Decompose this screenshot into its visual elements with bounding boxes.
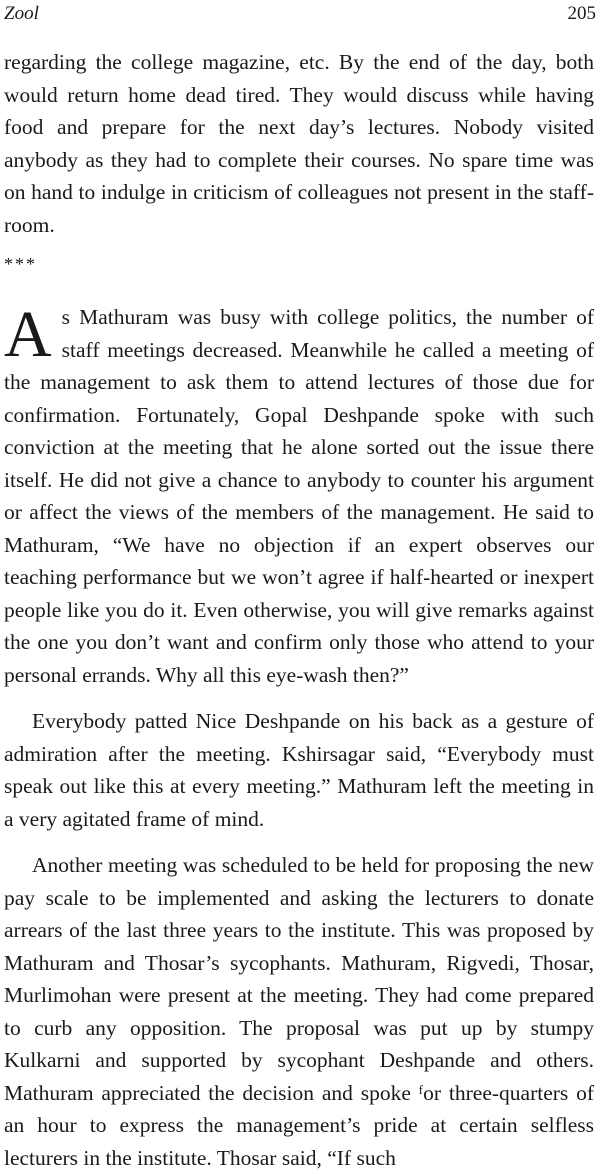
paragraph-continued: regarding the college magazine, etc. By the end of the day, both would return home dead tired. They would discuss while having food and prepare for the next day’s lectures. Nobody visited anybody as they had to complete their courses. No spare time was on hand to indulge in criticism of colleagues not present in the staff-room.: [4, 50, 594, 237]
running-title: Zool: [4, 3, 39, 24]
body-text: [4, 46, 594, 1174]
section-break: ***: [4, 254, 37, 274]
paragraph: Another meeting was scheduled to be held for proposing the new pay scale to be implemented and asking the lecturers to donate arrears of the last three years to the institute. This was proposed by Mathuram and Thosar’s sycophants. Mathuram, Rigvedi, Thosar, Murlimohan were present at the meeting. They had come prepared to curb any opposition. The proposal was put up by stumpy Kulkarni and supported by sycophant Deshpande and others. Mathuram appreciated the decision and spoke ᶠor three-quarters of an hour to express the management’s pride at certain selfless lecturers in the institute. Thosar said, “If such: [4, 853, 594, 1170]
running-header: [4, 2, 596, 26]
paragraph: Everybody patted Nice Deshpande on his back as a gesture of admiration after the meeting. Kshirsagar said, “Everybody must speak out like this at every meeting.” Mathuram left the meeting in a very agitated frame of mind.: [4, 709, 594, 831]
drop-cap: A: [4, 298, 52, 371]
page-number: 205: [567, 3, 596, 24]
paragraph-section-start: [4, 298, 594, 691]
paragraph-section-start-text: s Mathuram was busy with college politics, the number of staff meetings decreased. Meanwhile he called a meeting of the management to ask them to attend lectures of those due for confirmation. Fortunately, Gopal Deshpande spoke with such conviction at the meeting that he alone sorted out the issue there itself. He did not give a chance to anybody to counter his argument or affect the views of the members of the management. He said to Mathuram, “We have no objection if an expert observes our teaching performance but we won’t agree if half-hearted or inexpert people like you do it. Even otherwise, you will give remarks against the one you don’t want and confirm only those who attend to your personal errands. Why all this eye-wash then?”: [4, 305, 594, 687]
